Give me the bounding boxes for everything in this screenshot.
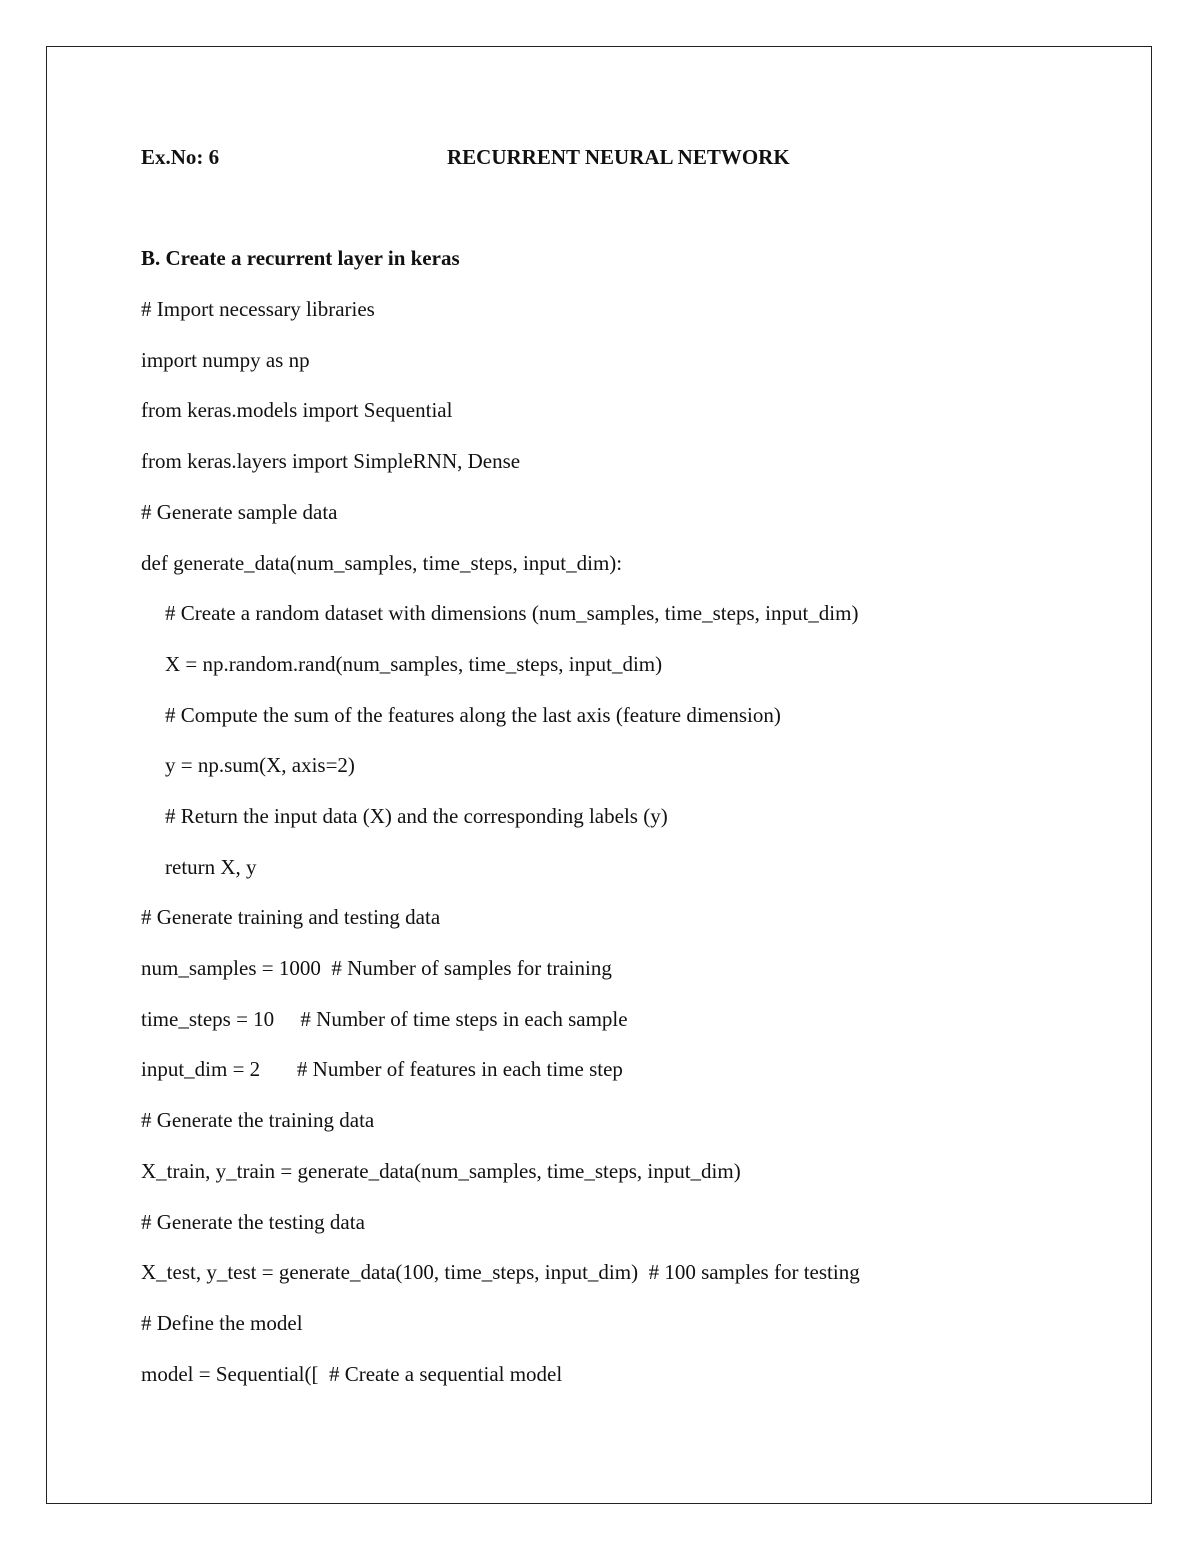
code-line: # Return the input data (X) and the corresponding labels (y) bbox=[165, 804, 668, 828]
code-line: time_steps = 10 # Number of time steps in each sample bbox=[141, 1007, 628, 1031]
code-line: # Generate the training data bbox=[141, 1108, 375, 1132]
code-line: # Import necessary libraries bbox=[141, 297, 375, 321]
code-line: y = np.sum(X, axis=2) bbox=[165, 753, 355, 777]
code-line: num_samples = 1000 # Number of samples for training bbox=[141, 956, 612, 980]
code-line: # Define the model bbox=[141, 1311, 303, 1335]
code-line: from keras.models import Sequential bbox=[141, 398, 453, 422]
code-line: X_train, y_train = generate_data(num_samples, time_steps, input_dim) bbox=[141, 1159, 741, 1183]
page-title: RECURRENT NEURAL NETWORK bbox=[447, 145, 790, 169]
code-line: X_test, y_test = generate_data(100, time_steps, input_dim) # 100 samples for testing bbox=[141, 1260, 860, 1284]
exercise-number: Ex.No: 6 bbox=[141, 145, 220, 169]
code-line: # Generate sample data bbox=[141, 500, 338, 524]
section-heading: B. Create a recurrent layer in keras bbox=[141, 246, 460, 270]
code-line: # Generate the testing data bbox=[141, 1210, 365, 1234]
code-line: import numpy as np bbox=[141, 348, 310, 372]
code-line: model = Sequential([ # Create a sequential model bbox=[141, 1362, 563, 1386]
code-line: def generate_data(num_samples, time_steps, input_dim): bbox=[141, 551, 623, 575]
code-line: # Compute the sum of the features along the last axis (feature dimension) bbox=[165, 703, 781, 727]
code-line: input_dim = 2 # Number of features in each time step bbox=[141, 1057, 623, 1081]
code-line: from keras.layers import SimpleRNN, Dense bbox=[141, 449, 521, 473]
code-line: # Generate training and testing data bbox=[141, 905, 441, 929]
code-line: return X, y bbox=[165, 855, 257, 879]
code-line: X = np.random.rand(num_samples, time_steps, input_dim) bbox=[165, 652, 663, 676]
code-line: # Create a random dataset with dimensions (num_samples, time_steps, input_dim) bbox=[165, 601, 859, 625]
